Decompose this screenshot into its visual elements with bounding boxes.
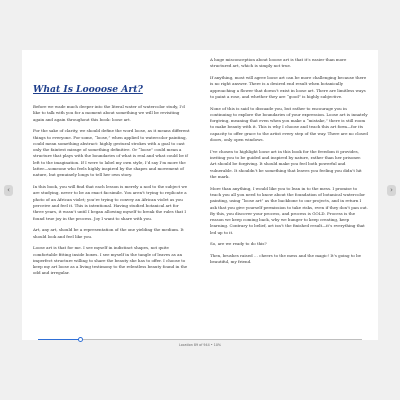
paragraph: So, are we ready to do this?: [210, 241, 267, 247]
next-page-button[interactable]: [387, 185, 396, 196]
paragraph: In this book, you will find that each lesson is merely a nod to the subject we are studying, never to be an exact facsimile. You aren’t trying to replicate a photo of an African violet; you’re trying to convey an African violet as you perceive and feel it. This is intentional. Having studied botanical art for three years, it wasn’t until I began allowing myself to break the rules that I found true joy in the process. Joy I want to share with you.: [33, 184, 188, 221]
chapter-title: What Is Loooose Art?: [33, 84, 143, 95]
progress-handle[interactable]: [78, 337, 83, 342]
location-indicator: Location 89 of 944 • 10%: [178, 343, 222, 347]
paragraph: I’ve chosen to highlight loose art in this book for the freedom it provides, inviting you to be guided and inspired by nature, rather than her prisoner. Art should be forgiving. It should make you feel both powerful and vulnerable. It shouldn’t be something that leaves you feeling you didn’t hit the mark.: [210, 148, 362, 179]
paragraph: If anything, most will agree loose art can be more challenging because there is no right answer. There is a desired end result when botanically approaching a flower that doesn’t exist in loose art. There are limitless ways to paint a rose, and whether they are “good” is highly subjective.: [210, 74, 367, 99]
paragraph: Loose art is that for me. I see myself in indistinct shapes, not quite comfortable fitting inside boxes. I see myself in the tangle of leaves as an imperfect structure willing to share the beauty she has to offer. I choose to keep my art loose as a living testimony to the relentless beauty found in the odd and irregular.: [33, 245, 188, 276]
right-page: [200, 50, 378, 340]
reading-progress-slider[interactable]: [38, 339, 362, 340]
chevron-left-icon: ‹: [7, 186, 10, 194]
paragraph: Then, brushes raised … cheers to the mess and the magic! It’s going to be beautiful, my friend.: [210, 253, 362, 265]
paragraph: Before we wade much deeper into the literal water of watercolor study, I’d like to talk with you for a moment about something we will be revisiting again and again throughout this book: loose art.: [33, 104, 185, 122]
progress-fill: [38, 339, 80, 340]
paragraph: None of this is said to dissuade you, but rather to encourage you in continuing to explore the boundaries of your expression. Loose art is innately forgiving, meaning that even when you make a “mistake,” there is still room to make beauty with it. This is why I choose and teach this art form—for its capacity to offer grace to the artist every step of the way. There are no closed doors, only open windows.: [210, 105, 368, 143]
paragraph: More than anything, I would like you to lean in to the mess. I promise to teach you all you need to know about the foundation of botanical watercolor painting, using “loose art” as the backbone to our projects, and in return I ask that you give yourself permission to take risks, even if they don’t pan out. By this, you discover your process, and process is GOLD. Process is the reason we keep coming back, why we hunger to keep creating, keep learning. Contrary to belief, art isn’t the finished result—it’s everything that led up to it.: [210, 185, 368, 235]
paragraph: For the sake of clarity, we should define the word loose, as it means different things to everyone. For some, “loose,” when applied to watercolor painting, could mean something abstract: highly gestural strokes with a goal to cast only the faintest mirage of something definitive. Or “loose” could mean a structure that plays with the boundaries of what is real and what could be if left to the imagination. If I were to label my own style, I’d say I’m more the latter—someone who feels highly inspired by the shapes and movement of nature, but genuinely longs to tell her own story.: [33, 128, 190, 178]
paragraph: A huge misconception about looose art is that it’s easier than more structured art, which is simply not true.: [210, 57, 347, 69]
book-spread: [22, 50, 378, 340]
left-page: [22, 50, 200, 340]
previous-page-button[interactable]: [4, 185, 13, 196]
paragraph: Art, any art, should be a representation of the one yielding the medium. It should look and feel like you.: [33, 227, 184, 239]
chevron-right-icon: ›: [390, 186, 393, 194]
